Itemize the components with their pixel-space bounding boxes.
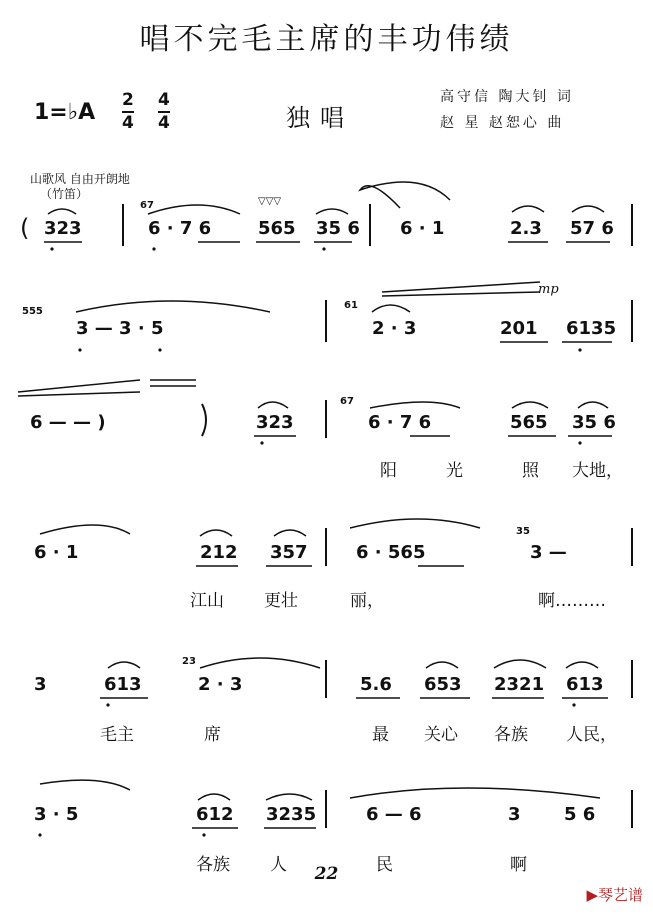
lyric: 更壮 xyxy=(264,591,298,611)
performance-type: 独唱 xyxy=(286,104,354,132)
note-group: 201 xyxy=(500,318,538,339)
note-group: 6 · 565 xyxy=(356,542,426,563)
lyricist-credit: 高守信 陶大钊 词 xyxy=(440,89,574,105)
lyric: 啊……… xyxy=(538,591,606,611)
note-group: 3 · 5 xyxy=(34,804,79,825)
lyric: 各族 xyxy=(196,855,230,875)
lyric: 啊 xyxy=(510,855,527,875)
grace-note: 35 xyxy=(516,526,530,537)
note-group: 2321 xyxy=(494,674,545,695)
lyric: 大地， xyxy=(572,461,623,481)
note-group: 2.3 xyxy=(510,218,542,239)
lyric: 各族 xyxy=(494,725,528,745)
note-group: 6 · 1 xyxy=(34,542,79,563)
composer-credit: 赵 星 赵恕心 曲 xyxy=(440,115,565,131)
grace-note: 61 xyxy=(344,300,358,311)
note-group: 3 — 3 · 5 xyxy=(76,318,164,339)
grace-note: 67 xyxy=(340,396,354,407)
lyric: 照 xyxy=(522,461,539,481)
note-group: 3 xyxy=(34,674,47,695)
instrument-marking: （竹笛） xyxy=(40,187,89,201)
note-group: 3 xyxy=(508,804,521,825)
dynamic-marking: mp xyxy=(538,282,559,297)
note-group: 6 — — ) xyxy=(30,412,106,433)
note-group: 35 6 xyxy=(572,412,616,433)
grace-note: 67 xyxy=(140,200,154,211)
watermark-logo: ▶琴艺谱 xyxy=(586,886,643,904)
lyric: 最 xyxy=(372,725,389,745)
note-group: 357 xyxy=(270,542,308,563)
lyric: 人民， xyxy=(566,725,617,745)
page-number: 22 xyxy=(314,864,339,884)
note-group: 613 xyxy=(566,674,604,695)
lyric: 丽， xyxy=(350,591,384,611)
note-group: 5.6 xyxy=(360,674,392,695)
note-group: 6 · 7 6 xyxy=(148,218,212,239)
lyric: 席 xyxy=(204,725,221,745)
note-group: 612 xyxy=(196,804,234,825)
note-group: 653 xyxy=(424,674,462,695)
note-group: 3 — xyxy=(530,542,567,563)
lyric: 光 xyxy=(446,461,463,481)
note-group: 3235 xyxy=(266,804,317,825)
note-group: 6 — 6 xyxy=(366,804,422,825)
note-group: 613 xyxy=(104,674,142,695)
grace-note: 23 xyxy=(182,656,196,667)
open-paren: ( xyxy=(20,214,30,242)
lyric: 江山 xyxy=(190,591,224,611)
meter-1: 2 4 xyxy=(122,90,134,133)
note-group: 6135 xyxy=(566,318,617,339)
lyric: 人 xyxy=(270,855,287,875)
note-group: 565 xyxy=(258,218,296,239)
lyric: 民 xyxy=(376,855,393,875)
lyric: 阳 xyxy=(380,461,397,481)
lyric: 毛主 xyxy=(100,725,134,745)
tempo-marking: 山歌风 自由开朗地 xyxy=(30,172,130,186)
note-group: 323 xyxy=(256,412,294,433)
note-group: 5 6 xyxy=(564,804,596,825)
note-group: 212 xyxy=(200,542,238,563)
triplet-mark: ▽▽▽ xyxy=(258,196,282,207)
note-group: 565 xyxy=(510,412,548,433)
key-signature: 1=♭A xyxy=(34,100,96,125)
note-group: 6 · 1 xyxy=(400,218,445,239)
note-group: 35 6 xyxy=(316,218,360,239)
lyric: 关心 xyxy=(424,725,458,745)
song-title: 唱不完毛主席的丰功伟绩 xyxy=(139,22,514,57)
note-group: 323 xyxy=(44,218,82,239)
note-group: 6 · 7 6 xyxy=(368,412,432,433)
note-group: 2 · 3 xyxy=(372,318,417,339)
note-group: 2 · 3 xyxy=(198,674,243,695)
meter-2: 4 4 xyxy=(158,90,170,133)
grace-note: 555 xyxy=(22,306,43,317)
note-group: 57 6 xyxy=(570,218,614,239)
